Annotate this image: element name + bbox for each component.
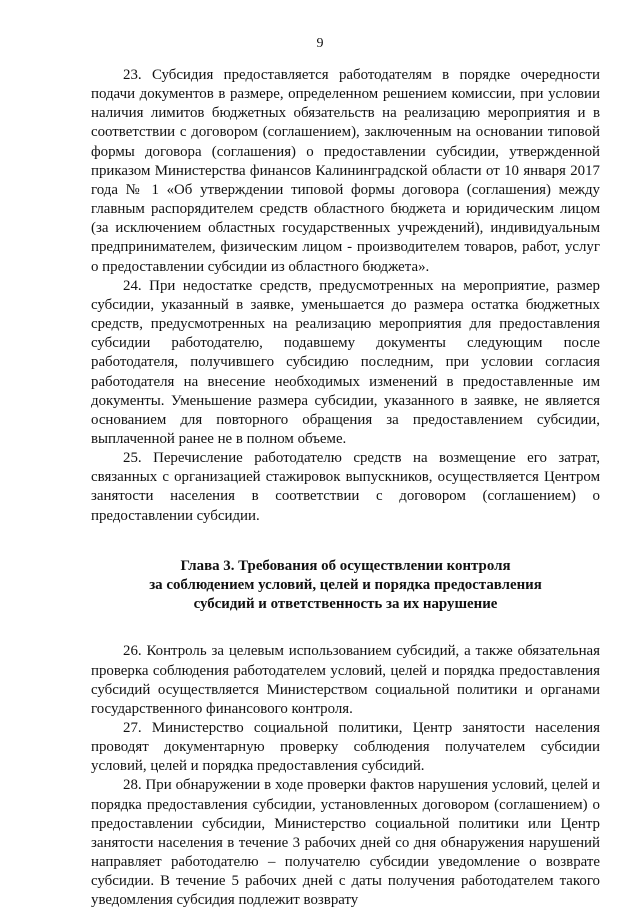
chapter-3-heading <box>91 557 600 615</box>
page-number: 9 <box>316 36 324 51</box>
paragraph-28: 28. При обнаружении в ходе проверки фактов нарушения условий, целей и порядка предоставления субсидии, установленных договором (соглашением) о предоставлении субсидии, Министерство социальной политики или Центр занятости населения в течение 3 рабочих дней со дня обнаружения нарушений направляет работодателю – получателю субсидии уведомление о возврате субсидии. В течение 5 рабочих дней с даты получения работодателем такого уведомления субсидия подлежит возврату <box>91 777 600 909</box>
paragraph-24: 24. При недостатке средств, предусмотренных на мероприятие, размер субсидии, указанный в заявке, уменьшается до размера остатка бюджетных средств, предусмотренных на реализацию мероприятия для предоставления субсидии работодателю, подавшему документы следующим после работодателя, получившего субсидию последним, при условии согласия работодателя на внесение необходимых изменений в предоставленные им документы. Уменьшение размера субсидии, указанного в заявке, не является основанием для повторного обращения за предоставлением субсидии, выплаченной ранее не в полном объеме. <box>91 277 600 447</box>
chapter-heading-line-3: субсидий и ответственность за их нарушение <box>193 596 498 613</box>
chapter-heading-line-2: за соблюдением условий, целей и порядка предоставления <box>149 576 542 593</box>
paragraph-23: 23. Субсидия предоставляется работодателям в порядке очередности подачи документов в размере, определенном решением комиссии, при условии наличия лимитов бюджетных обязательств на реализацию мероприятия и в соответствии с договором (соглашением), заключенным на основании типовой формы договора (соглашения) о предоставлении субсидии, утвержденной приказом Министерства финансов Калининградской области от 10 января 2017 года № 1 «Об утверждении типовой формы договора (соглашения) между главным распорядителем средств областного бюджета и юридическим лицом (за исключением областных государственных учреждений), индивидуальным предпринимателем, физическим лицом - производителем товаров, работ, услуг о предоставлении субсидии из областного бюджета». <box>91 67 600 275</box>
paragraph-27: 27. Министерство социальной политики, Центр занятости населения проводят документарную проверку соблюдения получателем субсидии условий, целей и порядка предоставления субсидий. <box>91 719 600 775</box>
paragraph-25: 25. Перечисление работодателю средств на возмещение его затрат, связанных с организацией стажировок выпускников, осуществляется Центром занятости населения в соответствии с договором (соглашением) о предоставлении субсидии. <box>91 450 600 524</box>
chapter-heading-line-1: Глава 3. Требования об осуществлении контроля <box>180 557 511 574</box>
paragraph-26: 26. Контроль за целевым использованием субсидий, а также обязательная проверка соблюдения работодателем условий, целей и порядка предоставления субсидий осуществляется Министерством социальной политики и органами государственного финансового контроля. <box>91 643 600 717</box>
page-content <box>91 66 600 911</box>
